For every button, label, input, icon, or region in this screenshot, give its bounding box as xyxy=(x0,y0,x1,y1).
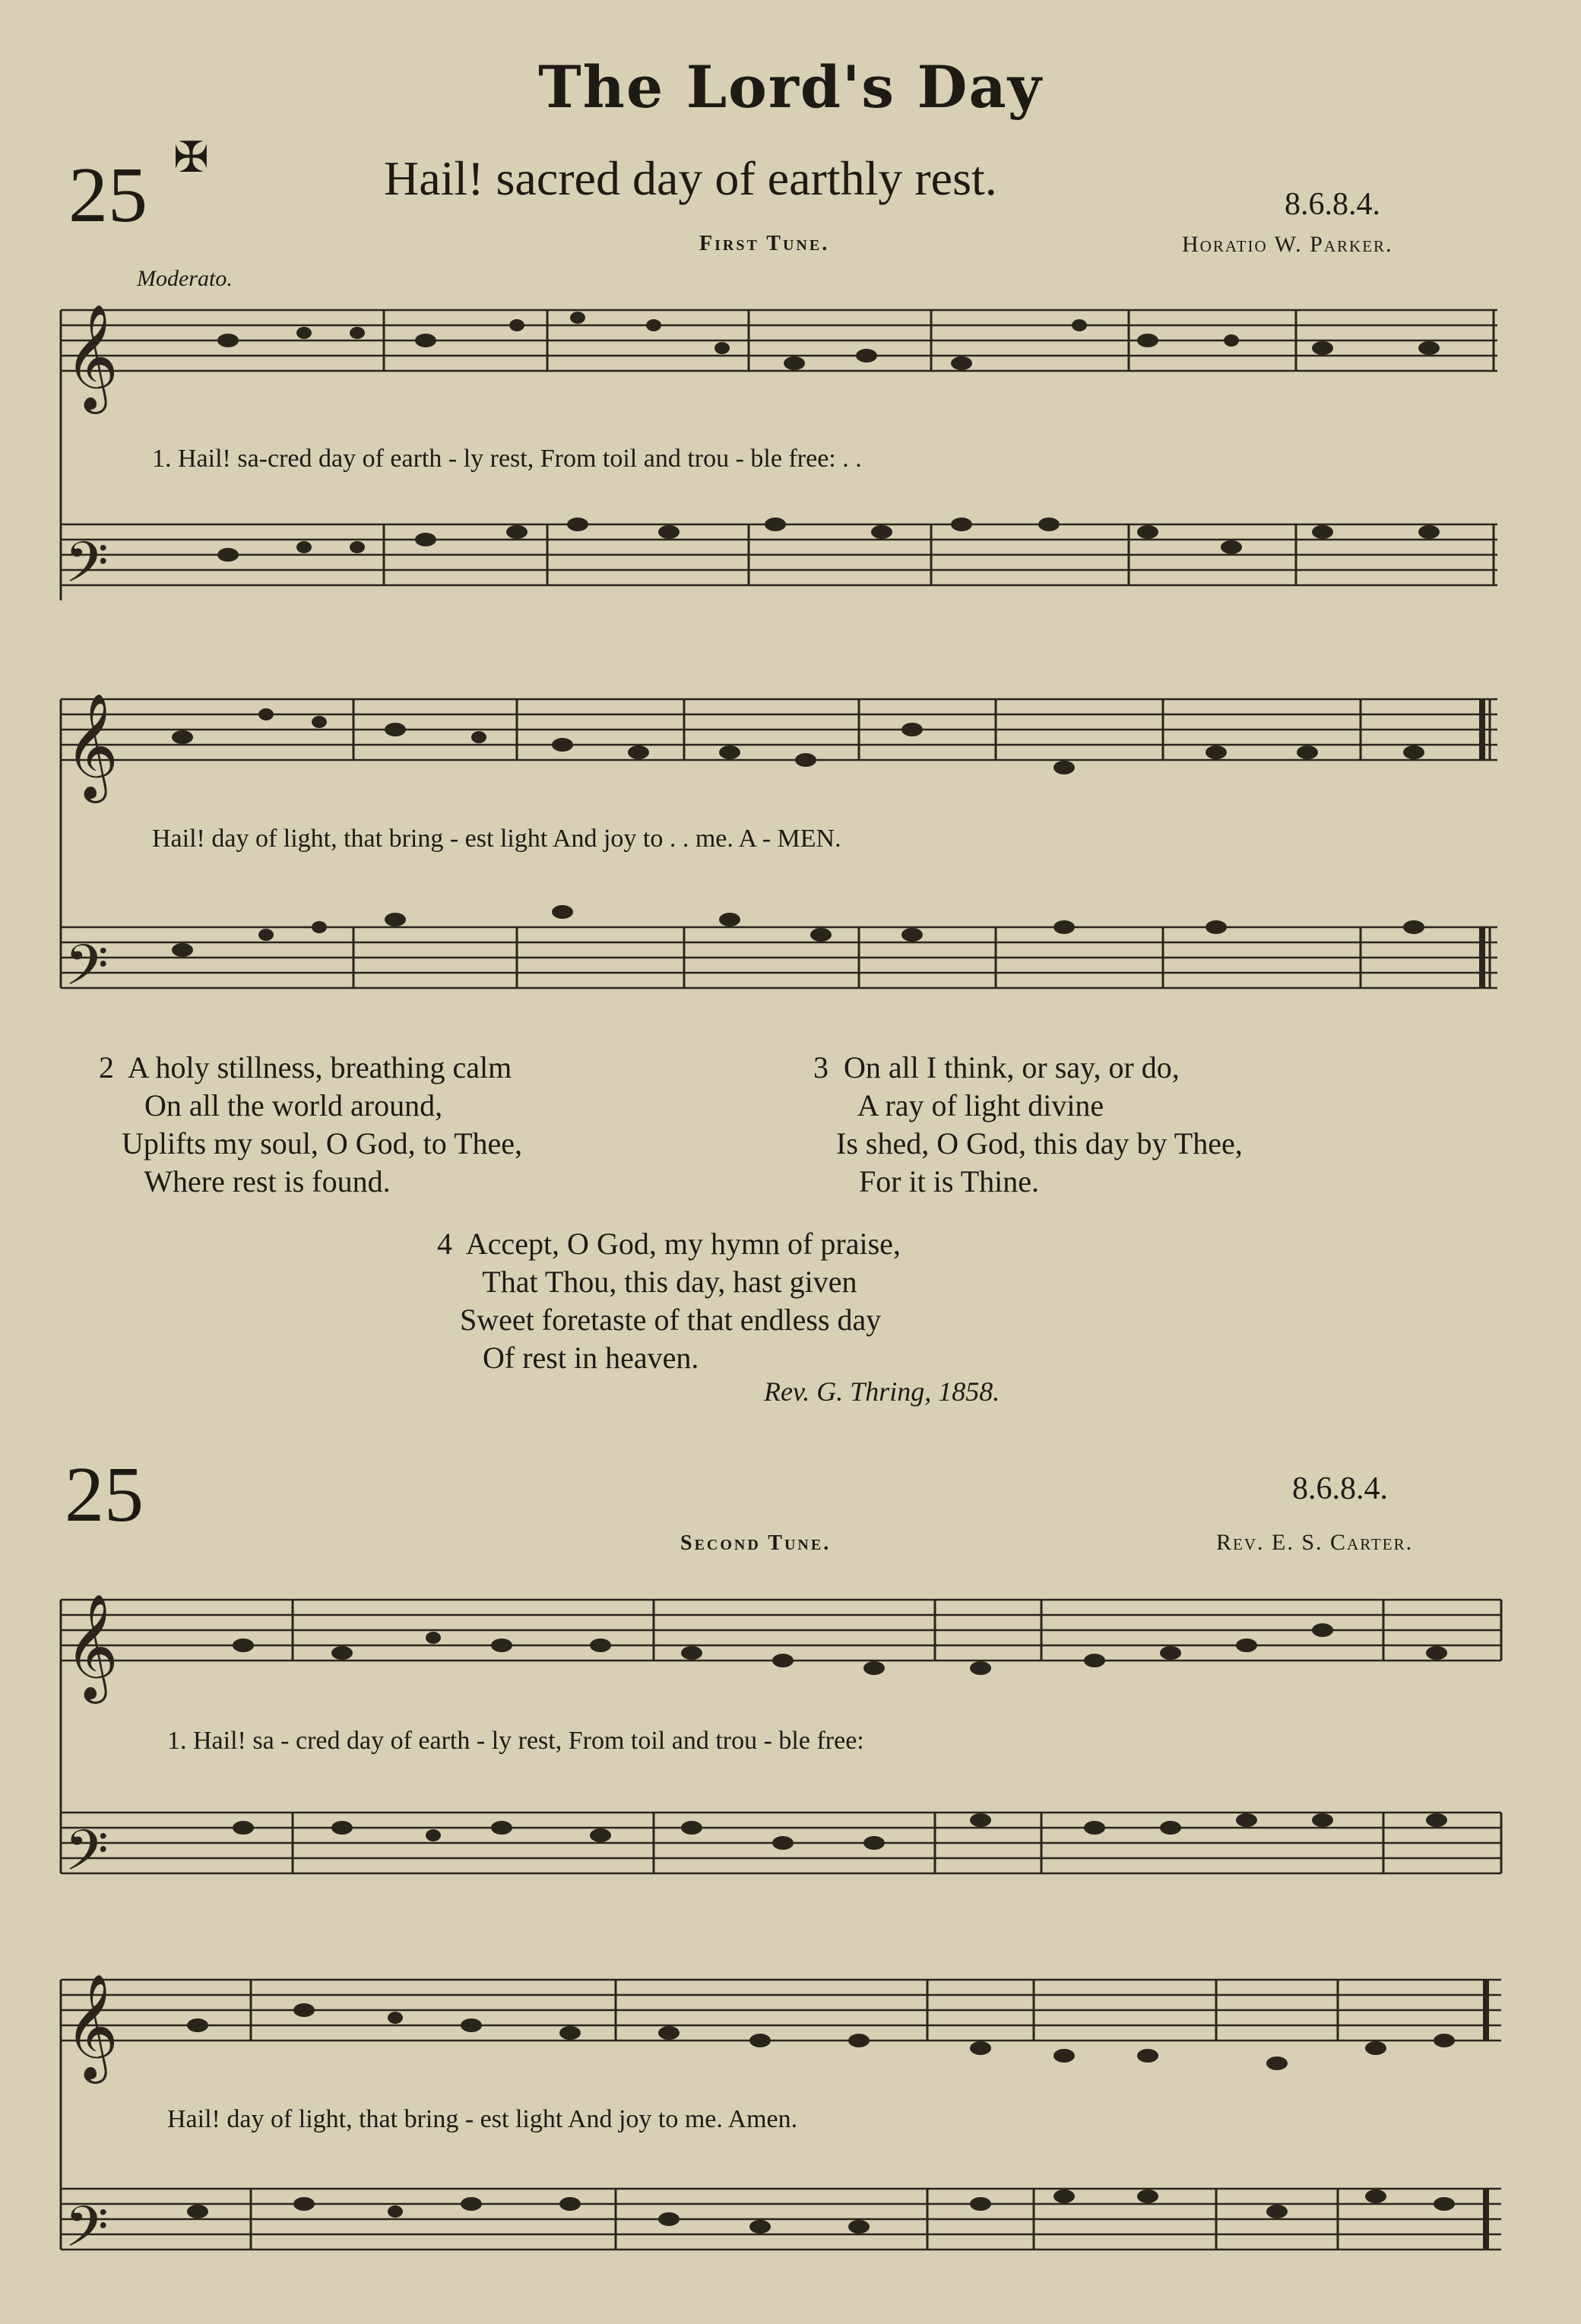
svg-text:𝄢: 𝄢 xyxy=(65,932,109,1012)
meter: 8.6.8.4. xyxy=(1292,1471,1388,1506)
lyric-line: 1. Hail! sa-cred day of earth - ly rest, From toil and trou - ble free: . . xyxy=(152,445,862,473)
svg-text:𝄞: 𝄞 xyxy=(65,693,119,799)
hymn-number: 25 xyxy=(65,1451,144,1538)
composer: Horatio W. Parker. xyxy=(1182,232,1393,257)
page-title: The Lord's Day xyxy=(538,53,1043,121)
staff-treble-h2-s2 xyxy=(61,1980,1501,2041)
bass-clef-icon: 𝄢 xyxy=(65,530,109,609)
lyric-line: 1. Hail! sa - cred day of earth - ly rest, From toil and trou - ble free: xyxy=(167,1727,864,1755)
treble-clef-icon: 𝄞 xyxy=(65,304,119,410)
staff-treble-h1-s1 xyxy=(61,310,1497,371)
lyric-line: Hail! day of light, that bring - est light And joy to . . me. A - MEN. xyxy=(152,825,841,853)
staff-bass-h1-s2 xyxy=(61,927,1497,988)
svg-text:𝄢: 𝄢 xyxy=(65,1818,109,1898)
tune-label: First Tune. xyxy=(699,232,830,255)
staff-treble-h1-s2 xyxy=(61,699,1497,760)
tempo-marking: Moderato. xyxy=(137,266,233,291)
verse-2: 2 A holy stillness, breathing calm On all the world around, Uplifts my soul, O God, to Thee, Where rest is found. xyxy=(99,1050,523,1198)
verse-3: 3 On all I think, or say, or do, A ray of light divine Is shed, O God, this day by Thee, For it is Thine. xyxy=(813,1050,1243,1198)
lyric-line: Hail! day of light, that bring - est light And joy to me. Amen. xyxy=(167,2105,798,2133)
hymn-number: 25 xyxy=(68,151,147,239)
tune-label: Second Tune. xyxy=(680,1531,832,1555)
svg-text:𝄢: 𝄢 xyxy=(65,2194,109,2274)
cross-mark-icon: ✠ xyxy=(173,135,209,182)
staff-bass-h1-s1 xyxy=(61,524,1497,585)
svg-text:𝄞: 𝄞 xyxy=(65,1594,119,1699)
verse-4: 4 Accept, O God, my hymn of praise, That Thou, this day, hast given Sweet foretaste of that endless day Of rest in heaven. xyxy=(437,1227,901,1375)
staff-bass-h2-s2 xyxy=(61,2189,1501,2250)
meter: 8.6.8.4. xyxy=(1285,187,1380,222)
staff-treble-h2-s1 xyxy=(61,1600,1501,1661)
svg-text:𝄞: 𝄞 xyxy=(65,1974,119,2079)
hymn-first-line: Hail! sacred day of earthly rest. xyxy=(384,151,997,205)
author-attribution: Rev. G. Thring, 1858. xyxy=(764,1376,1000,1407)
composer: Rev. E. S. Carter. xyxy=(1216,1530,1414,1555)
